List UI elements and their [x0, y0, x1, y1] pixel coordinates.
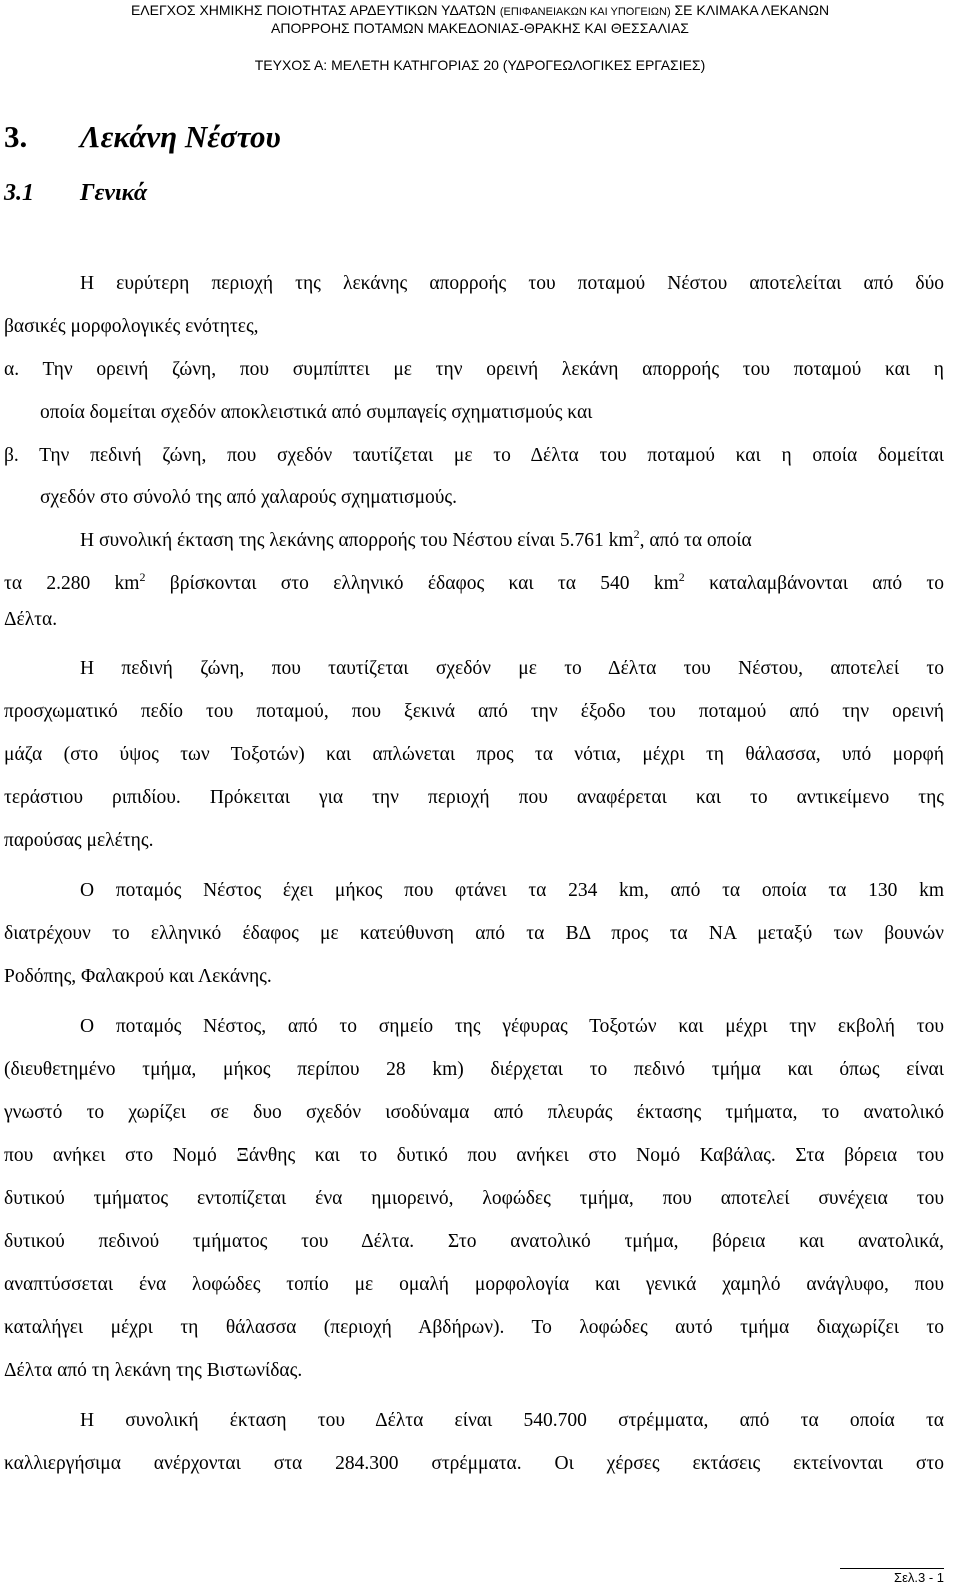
text-line: Ο ποταμός Νέστος έχει μήκος που φτάνει τα 234 km, από τα οποία τα 130 km [80, 880, 944, 901]
text-line: Η συνολική έκταση του Δέλτα είναι 540.700 στρέμματα, από τα οποία τα [80, 1410, 944, 1431]
text-line: οποία δομείται σχεδόν αποκλειστικά από συμπαγείς σχηματισμούς και [40, 402, 593, 423]
page-number: Σελ.3 - 1 [894, 1570, 944, 1585]
header-line-1a: ΕΛΕΓΧΟΣ ΧΗΜΙΚΗΣ ΠΟΙΟΤΗΤΑΣ ΑΡΔΕΥΤΙΚΩΝ ΥΔΑΤΩΝ [130, 2, 500, 18]
section-heading [4, 119, 281, 155]
text-line: Δέλτα. [4, 609, 58, 630]
text-line: που ανήκει στο Νομό Ξάνθης και το δυτικό που ανήκει στο Νομό Καβάλας. Στα βόρεια του [4, 1145, 944, 1166]
header-line-1b: (ΕΠΙΦΑΝΕΙΑΚΩΝ ΚΑΙ ΥΠΟΓΕΙΩΝ) [499, 6, 671, 18]
text-line: Η πεδινή ζώνη, που ταυτίζεται σχεδόν με το Δέλτα του Νέστου, αποτελεί το [80, 658, 944, 679]
footer-rule [840, 1568, 944, 1569]
superscript: 2 [678, 570, 685, 584]
text-line: μάζα (στο ύψος των Τοξοτών) και απλώνεται προς τα νότια, μέχρι τη θάλασσα, υπό μορφή [4, 744, 944, 765]
text-run: βρίσκονται στο ελληνικό έδαφος και τα 540 km [145, 573, 679, 594]
text-line: α. Την ορεινή ζώνη, που συμπίπτει με την ορεινή λεκάνη απορροής του ποταμού και η [4, 359, 944, 380]
text-line: αναπτύσσεται ένα λοφώδες τοπίο με ομαλή μορφολογία και γενικά χαμηλό ανάγλυφο, που [4, 1274, 944, 1295]
text-line: καταλήγει μέχρι τη θάλασσα (περιοχή Αβδήρων). Το λοφώδες αυτό τμήμα διαχωρίζει το [4, 1317, 944, 1338]
text-line: Δέλτα από τη λεκάνη της Βιστωνίδας. [4, 1360, 303, 1381]
text-run: Η συνολική έκταση της λεκάνης απορροής του Νέστου είναι 5.761 km [80, 530, 634, 551]
superscript: 2 [139, 570, 146, 584]
text-line: β. Την πεδινή ζώνη, που σχεδόν ταυτίζεται με το Δέλτα του ποταμού και η οποία δομείται [4, 445, 944, 466]
text-line [80, 529, 944, 553]
text-line: δυτικού πεδινού τμήματος του Δέλτα. Στο ανατολικό τμήμα, βόρεια και ανατολικά, [4, 1231, 944, 1252]
text-line: γνωστό το χωρίζει σε δυο σχεδόν ισοδύναμα από πλευράς έκτασης τμήματα, το ανατολικό [4, 1102, 944, 1123]
text-line: τεράστιου ριπιδίου. Πρόκειται για την περιοχή που αναφέρεται και το αντικείμενο της [4, 787, 944, 808]
subsection-number: 3.1 [4, 180, 34, 206]
superscript: 2 [633, 527, 640, 541]
text-run: , από τα οποία [639, 530, 752, 551]
text-line: διατρέχουν το ελληνικό έδαφος με κατεύθυνση από τα ΒΔ προς τα ΝΑ μεταξύ των βουνών [4, 923, 944, 944]
text-line: καλλιεργήσιμα ανέρχονται στα 284.300 στρέμματα. Οι χέρσες εκτάσεις εκτείνονται στο [4, 1453, 944, 1474]
text-line: (διευθετημένο τμήμα, μήκος περίπου 28 km) διέρχεται το πεδινό τμήμα και όπως είναι [4, 1059, 944, 1080]
text-run: τα 2.280 km [4, 573, 140, 594]
text-line: Ο ποταμός Νέστος, από το σημείο της γέφυρας Τοξοτών και μέχρι την εκβολή του [80, 1016, 944, 1037]
subsection-heading [4, 180, 147, 207]
text-line: προσχωματικό πεδίο του ποταμού, που ξεκινά από την έξοδο του ποταμού από την ορεινή [4, 701, 944, 722]
section-number: 3. [4, 119, 28, 154]
text-line: Ροδόπης, Φαλακρού και Λεκάνης. [4, 966, 272, 987]
header-line-1c: ΣΕ ΚΛΙΜΑΚΑ ΛΕΚΑΝΩΝ [670, 2, 830, 18]
text-run: καταλαμβάνονται από το [684, 573, 944, 594]
text-line: δυτικού τμήματος εντοπίζεται ένα ημιορεινό, λοφώδες τμήμα, που αποτελεί συνέχεια του [4, 1188, 944, 1209]
text-line: βασικές μορφολογικές ενότητες, [4, 316, 259, 337]
subsection-title: Γενικά [80, 180, 148, 206]
text-line [4, 572, 944, 596]
text-line: παρούσας μελέτης. [4, 830, 154, 851]
text-line: Η ευρύτερη περιοχή της λεκάνης απορροής του ποταμού Νέστου αποτελείται από δύο [80, 273, 944, 294]
text-line: σχεδόν στο σύνολό της από χαλαρούς σχηματισμούς. [40, 487, 458, 508]
header-line-3: ΤΕΥΧΟΣ Α: ΜΕΛΕΤΗ ΚΑΤΗΓΟΡΙΑΣ 20 (ΥΔΡΟΓΕΩΛΟΓΙΚΕΣ ΕΡΓΑΣΙΕΣ) [254, 57, 706, 73]
header-line-2: ΑΠΟΡΡΟΗΣ ΠΟΤΑΜΩΝ ΜΑΚΕΔΟΝΙΑΣ-ΘΡΑΚΗΣ ΚΑΙ ΘΕΣΣΑΛΙΑΣ [271, 20, 689, 36]
section-title: Λεκάνη Νέστου [80, 119, 281, 154]
